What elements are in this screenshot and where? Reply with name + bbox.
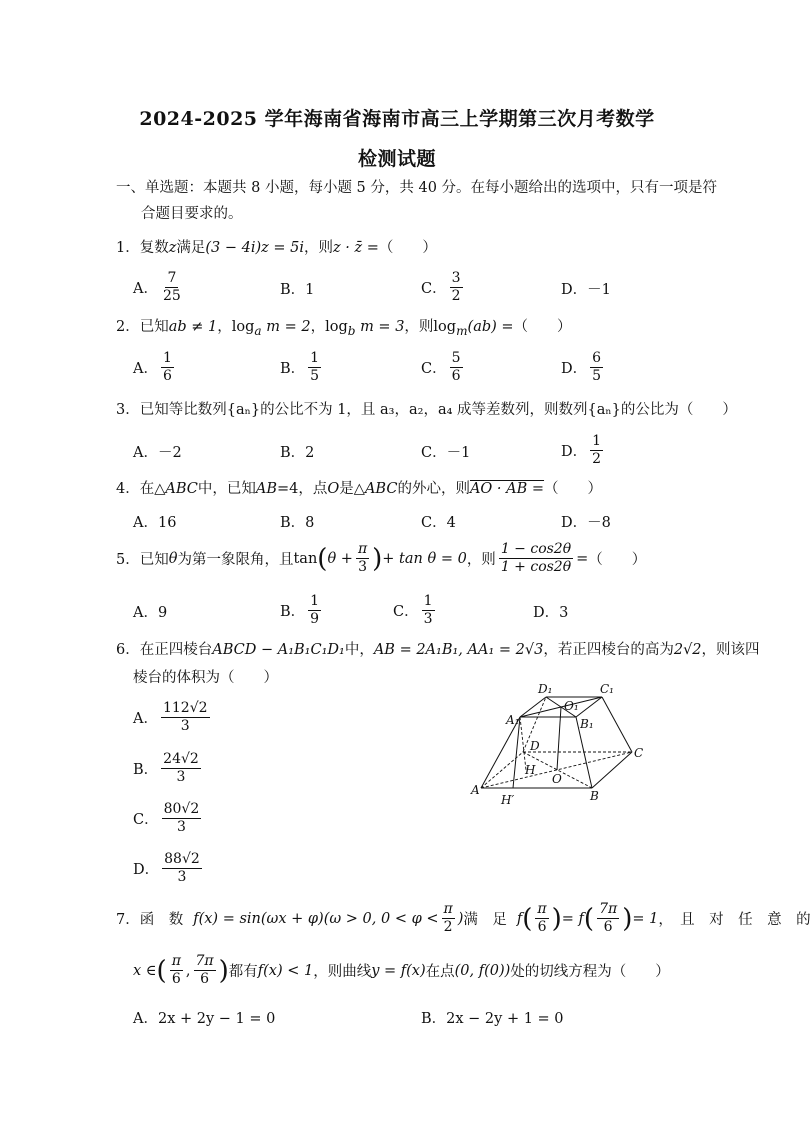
q5-stem [116, 541, 646, 576]
q3-option-a[interactable]: A．－2 [133, 445, 182, 461]
option-label: D． [561, 444, 588, 460]
q2-stem-e: m = 2 [261, 319, 311, 335]
q5-stem-b: θ [168, 550, 178, 567]
q6-stem-line2: 棱台的体积为（ ） [133, 670, 278, 686]
q7-option-b[interactable]: B．2x − 2y + 1 = 0 [421, 1011, 564, 1027]
edge-CC1 [602, 697, 632, 752]
q4-stem-a: 4．在△ [116, 481, 166, 497]
q5-option-c[interactable] [393, 593, 438, 628]
q7-line2-f: 在点 [425, 964, 455, 980]
q7-stem-b: f(x) = sin(ωx + φ)(ω > 0, 0 < φ < [193, 910, 439, 927]
q7-f1: f [516, 910, 523, 927]
denominator: 5 [310, 368, 320, 384]
label-O1: O₁ [564, 699, 579, 713]
q7-line2-b: 都有 [228, 964, 258, 980]
paren-right: ) [218, 955, 229, 986]
numerator: 1 [423, 593, 433, 609]
fraction [590, 433, 603, 468]
section-instruction-line1: 一、单选题：本题共 8 小题，每小题 5 分，共 40 分。在每小题给出的选项中，只有一项是符 [116, 180, 718, 196]
denominator: 3 [177, 869, 187, 885]
paren-right: ) [551, 903, 562, 934]
denominator: 3 [176, 819, 186, 835]
fraction [161, 350, 174, 385]
q2-stem-a: 2．已知 [116, 319, 169, 335]
q2-stem-f: ， [310, 319, 326, 335]
q6-option-d[interactable] [133, 851, 205, 886]
fraction [590, 350, 603, 385]
label-C1: C₁ [600, 682, 614, 696]
q7-line2-c: f(x) < 1 [257, 962, 314, 979]
label-O: O [552, 772, 562, 786]
denominator: 6 [451, 368, 461, 384]
fraction [161, 270, 183, 305]
option-label: B． [280, 604, 306, 620]
q2-stem-l: （ ） [513, 319, 572, 335]
label-D1: D₁ [538, 682, 553, 696]
label-B: B [590, 789, 599, 803]
fraction [170, 953, 183, 988]
label-C: C [634, 746, 644, 760]
denominator: 2 [592, 451, 602, 467]
denominator: 6 [603, 919, 613, 935]
q6-stem-f: 2√2 [673, 642, 702, 658]
q7-line2-d: ，则曲线 [313, 964, 372, 980]
q6-option-a[interactable] [133, 700, 213, 735]
numerator: 1 − cos2θ [500, 541, 572, 557]
q2-log2-base: b [347, 323, 356, 338]
denominator: 5 [592, 368, 602, 384]
q4-stem [116, 479, 602, 499]
fraction [597, 901, 619, 936]
q7-stem-a: 7．函 数 [116, 912, 184, 928]
q5-plus-tan: + tan θ = 0 [382, 550, 467, 567]
numerator: 1 [310, 593, 320, 609]
q1-stem [116, 238, 437, 258]
q2-option-c[interactable] [421, 350, 466, 385]
q1-stem-e: ，则 [304, 240, 334, 256]
paren-left: ( [156, 955, 167, 986]
q5-stem-d: ，则 [466, 552, 496, 568]
fraction [442, 901, 455, 936]
q7-eq: = f [561, 910, 584, 927]
q2-stem-i: ，则 [404, 319, 434, 335]
numerator: 1 [310, 350, 320, 366]
q4-stem-b: ABC [165, 481, 198, 497]
paren-right: ) [622, 903, 633, 934]
q6-stem-a: 6．在正四棱台 [116, 642, 213, 658]
fraction [356, 541, 369, 576]
option-label: D． [133, 862, 160, 878]
option-label: A． [133, 711, 158, 727]
q3-stem: 3．已知等比数列{aₙ}的公比不为 1，且 a₃，a₂，a₄ 成等差数列，则数列{aₙ}的公比为（ ） [116, 402, 737, 418]
q4-stem-c: 中，已知 [197, 481, 256, 497]
numerator: 6 [592, 350, 602, 366]
q5-theta-plus: θ + [327, 550, 353, 567]
fraction [535, 901, 548, 936]
q1-option-b[interactable]: B．1 [280, 282, 315, 298]
q2-stem-c: ， [217, 319, 232, 335]
label-H: H [525, 763, 536, 777]
denominator: 3 [358, 559, 367, 575]
q4-stem-i: 的外心，则 [397, 481, 470, 497]
q2-option-d[interactable] [561, 350, 606, 385]
q1-stem-g: （ ） [378, 240, 437, 256]
q1-stem-c: 满足 [176, 240, 206, 256]
q5-paren-right: ) [372, 543, 383, 574]
section-instruction-line2: 合题目要求的。 [141, 206, 243, 222]
q4-stem-d: AB [255, 481, 278, 497]
label-A1: A₁ [506, 713, 520, 727]
numerator: 7π [195, 953, 214, 969]
q7-stem-f: ， 且 对 任 意 的 [658, 912, 811, 928]
fraction [161, 751, 201, 786]
fraction [308, 350, 321, 385]
paren-left: ( [522, 903, 533, 934]
q6-stem-line1 [116, 640, 760, 660]
numerator: 1 [592, 433, 602, 449]
option-label: A． [133, 361, 158, 377]
q4-option-b[interactable]: B．8 [280, 515, 315, 531]
label-B1: B₁ [580, 717, 594, 731]
q7-line2-e: y = f(x) [371, 962, 426, 979]
numerator: 7 [167, 270, 177, 286]
q2-stem-k: (ab) = [467, 319, 514, 335]
numerator: 24√2 [163, 751, 199, 767]
q3-option-b[interactable]: B．2 [280, 445, 315, 461]
denominator: 3 [176, 769, 186, 785]
option-label: B． [133, 762, 159, 778]
q7-stem-line1 [116, 901, 811, 936]
q2-log3: log [433, 319, 457, 335]
numerator: 88√2 [164, 851, 200, 867]
option-label: C． [393, 604, 419, 620]
q1-stem-b: z [168, 240, 177, 256]
option-label: A． [133, 281, 158, 297]
denominator: 6 [200, 971, 210, 987]
q6-stem-c: 中， [344, 642, 374, 658]
q4-option-a[interactable]: A．16 [133, 515, 177, 531]
denominator: 3 [423, 611, 433, 627]
fraction [162, 851, 202, 886]
q1-stem-f: z · z̄ = [333, 240, 379, 256]
q2-log2: log [325, 319, 348, 335]
exam-title-line2: 检测试题 [357, 148, 436, 170]
denominator: 6 [171, 971, 181, 987]
exam-title-line1: 2024-2025 学年海南省海南市高三上学期第三次月考数学 [139, 108, 655, 130]
denominator: 1 + cos2θ [500, 559, 572, 575]
q5-paren-left: ( [317, 543, 328, 574]
label-A: A [471, 783, 480, 797]
q2-stem [116, 317, 572, 341]
q4-stem-e: =4，点 [277, 481, 328, 497]
option-label: B． [280, 361, 306, 377]
q7-stem-d: 满 足 [463, 912, 507, 928]
q7-stem-c: ) [457, 910, 464, 927]
numerator: π [443, 901, 453, 917]
q7-stem-e: = 1 [632, 910, 659, 927]
q3-option-c[interactable]: C．－1 [421, 445, 471, 461]
label-Hprime: H′ [501, 793, 515, 807]
q5-option-a[interactable]: A．9 [133, 605, 168, 621]
q4-stem-g: 是△ [339, 481, 365, 497]
numerator: 112√2 [162, 700, 208, 716]
fraction [450, 350, 463, 385]
q6-option-b[interactable] [133, 751, 204, 786]
q4-stem-f: O [327, 481, 340, 497]
q2-log1-base: a [254, 323, 262, 338]
q7-stem-line2 [133, 953, 670, 988]
q4-stem-k: （ ） [544, 481, 603, 497]
denominator: 25 [162, 288, 181, 304]
numerator: π [537, 901, 547, 917]
denominator: 6 [537, 919, 547, 935]
edge-BC [592, 752, 632, 788]
fraction [422, 593, 435, 628]
q5-stem-c: 为第一象限角，且 [177, 552, 294, 568]
q6-stem-b: ABCD − A₁B₁C₁D₁ [212, 642, 345, 658]
q6-stem-d: AB = 2A₁B₁, AA₁ = 2√3 [373, 642, 544, 658]
q6-stem-e: ，若正四棱台的高为 [543, 642, 674, 658]
numerator: 7π [599, 901, 618, 917]
q6-option-c[interactable] [133, 801, 204, 836]
q5-option-d[interactable]: D．3 [533, 605, 569, 621]
frustum-figure [468, 680, 668, 810]
q2-log3-base: m [456, 323, 468, 338]
numerator: π [357, 541, 368, 557]
denominator: 3 [180, 718, 190, 734]
fraction [161, 700, 210, 735]
height-O1O [557, 707, 561, 770]
denominator: 9 [310, 611, 320, 627]
numerator: 1 [162, 350, 172, 366]
q1-option-a[interactable] [133, 270, 186, 305]
q7-line2-g: (0, f(0)) [454, 962, 511, 979]
denominator: 2 [443, 919, 453, 935]
option-label: C． [133, 812, 159, 828]
q2-option-b[interactable] [280, 350, 324, 385]
option-label: C． [421, 281, 447, 297]
q1-option-d[interactable]: D．－1 [561, 282, 611, 298]
q4-vector-dot: AO · AB = [469, 481, 545, 497]
q1-stem-d: (3 − 4i)z = 5i [205, 240, 305, 256]
label-D: D [530, 739, 540, 753]
q4-stem-h: ABC [364, 481, 398, 497]
q7-line2-h: 处的切线方程为（ ） [510, 964, 670, 980]
option-label: C． [421, 361, 447, 377]
fraction [308, 593, 321, 628]
q5-stem-e: （ ） [588, 552, 647, 568]
q2-stem-h: m = 3 [355, 319, 405, 335]
q2-stem-b: ab ≠ 1 [168, 319, 218, 335]
denominator: 6 [162, 368, 172, 384]
numerator: 5 [451, 350, 461, 366]
q4-option-c[interactable]: C．4 [421, 515, 456, 531]
comma: , [185, 962, 191, 979]
q5-stem-a: 5．已知 [116, 552, 169, 568]
q2-log1: log [231, 319, 255, 335]
q3-option-d[interactable] [561, 433, 606, 468]
q1-option-c[interactable] [421, 270, 466, 305]
q5-tan: tan [293, 550, 318, 567]
numerator: 80√2 [163, 801, 200, 817]
option-label: D． [561, 361, 588, 377]
denominator: 2 [451, 288, 461, 304]
fraction [162, 801, 202, 836]
q4-option-d[interactable]: D．－8 [561, 515, 611, 531]
q7-option-a[interactable]: A．2x + 2y − 1 = 0 [133, 1011, 276, 1027]
q5-option-b[interactable] [280, 593, 324, 628]
numerator: π [171, 953, 181, 969]
q1-stem-a: 1．复数 [116, 240, 169, 256]
paren-left: ( [583, 903, 595, 934]
numerator: 3 [451, 270, 461, 286]
q7-line2-a: x ∈ [133, 962, 157, 979]
q5-eq: = [576, 550, 589, 567]
fraction [450, 270, 463, 305]
fraction [194, 953, 216, 988]
fraction [499, 541, 573, 576]
q2-option-a[interactable] [133, 350, 177, 385]
q6-stem-g: ，则该四 [701, 642, 760, 658]
